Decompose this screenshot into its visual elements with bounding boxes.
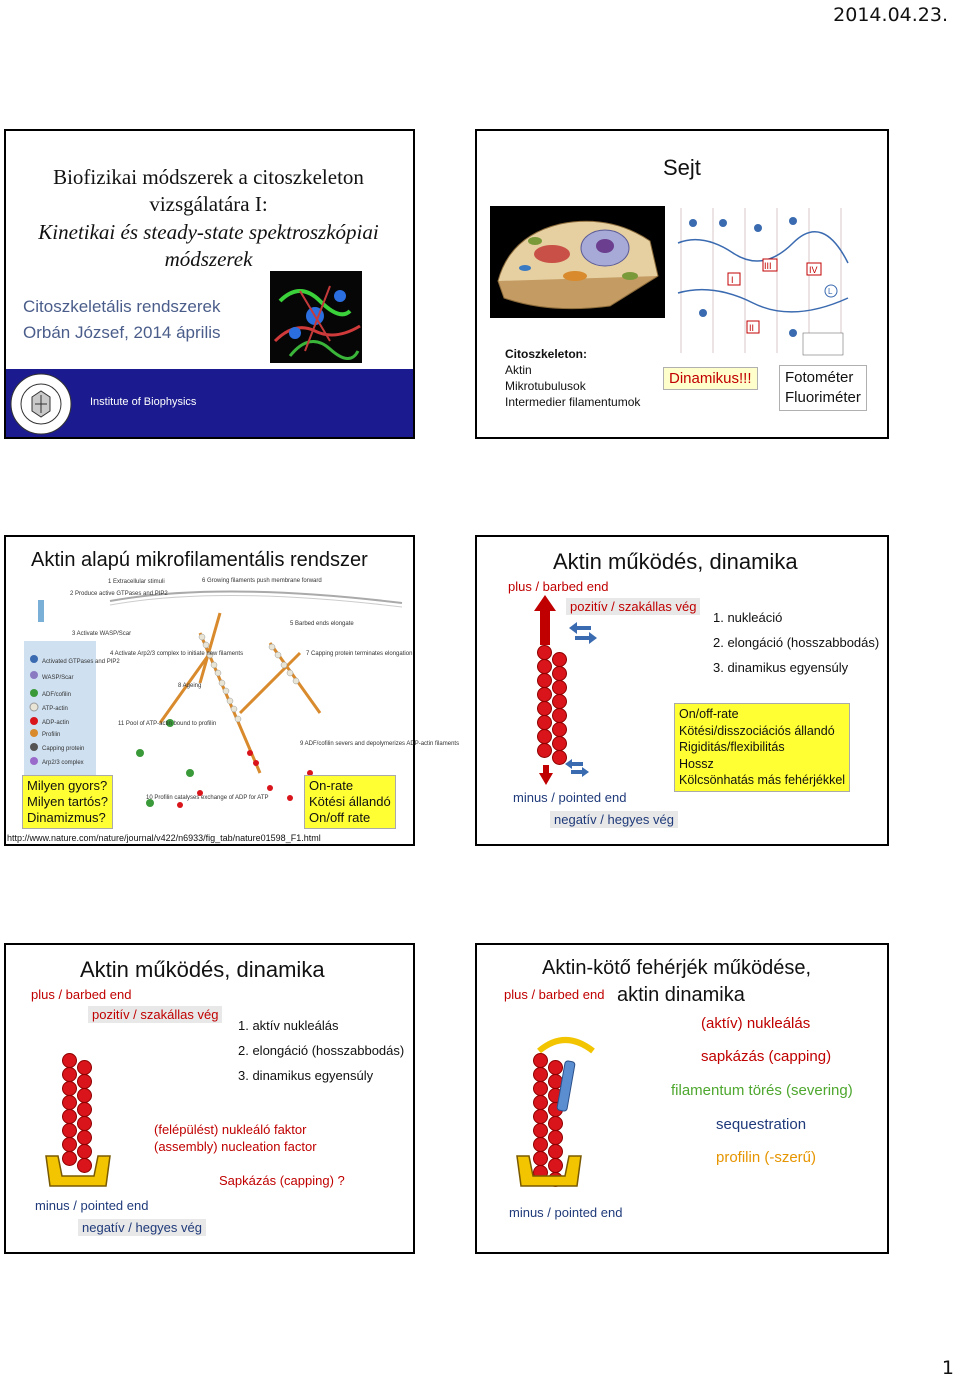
actin-monomer: [77, 1130, 92, 1145]
negative-end-label: negatív / hegyes vég: [550, 811, 678, 828]
question: Dinamizmus?: [27, 810, 106, 825]
step-label: 4 Activate Arp2/3 complex to initiate new filaments: [110, 651, 244, 657]
step-label: 3 Activate WASP/Scar: [72, 631, 132, 637]
capping-protein-shape: [535, 1035, 597, 1113]
legend-item: ATP-actin: [42, 706, 68, 712]
title-line-2: vizsgálatára I:: [149, 192, 268, 216]
actin-monomer: [552, 666, 567, 681]
actin-monomer: [77, 1088, 92, 1103]
legend-item: Profilin: [42, 732, 61, 738]
severing-label: filamentum törés (severing): [671, 1082, 853, 1099]
properties-box: [674, 703, 850, 792]
list-item: 1. aktív nukleálás: [238, 1018, 339, 1033]
step-label: 2 Produce active GTPases and PIP2: [70, 591, 168, 597]
negative-end-label: negatív / hegyes vég: [78, 1219, 206, 1236]
actin-monomer: [62, 1123, 77, 1138]
actin-monomer: [537, 673, 552, 688]
caption-head: Citoszkeleton:: [505, 347, 588, 361]
signaling-pathway-diagram: [673, 203, 851, 363]
actin-monomer: [552, 694, 567, 709]
actin-monomer: [537, 659, 552, 674]
title-line-1: Biofizikai módszerek a citoszkeleton: [53, 165, 364, 189]
methods-box: [779, 365, 867, 411]
slide-actin-binding-proteins: [475, 943, 889, 1254]
title-line-1: Aktin-kötő fehérjék működése,: [542, 957, 812, 979]
minus-end-label: minus / pointed end: [35, 1198, 149, 1213]
actin-monomer: [537, 701, 552, 716]
plus-end-label: plus / barbed end: [31, 987, 132, 1002]
up-arrow-icon: [534, 595, 556, 645]
actin-monomer: [552, 652, 567, 667]
actin-monomer: [62, 1137, 77, 1152]
minus-end-label: minus / pointed end: [513, 790, 627, 805]
method-item: Fluoriméter: [785, 389, 861, 406]
caption-item: Aktin: [505, 363, 532, 377]
actin-monomer: [533, 1123, 548, 1138]
slide-title: Aktin működés, dinamika: [553, 549, 798, 574]
list-item: 2. elongáció (hosszabbodás): [238, 1043, 405, 1058]
subtitle-line-2: módszerek: [164, 247, 253, 271]
title-line-2: aktin dinamika: [617, 984, 745, 1006]
list-item: 1. nukleáció: [713, 610, 783, 625]
plus-end-label: plus / barbed end: [508, 579, 609, 594]
exchange-arrows-icon: [565, 759, 589, 777]
actin-monomer: [77, 1060, 92, 1075]
nucleation-label: (aktív) nukleálás: [701, 1015, 811, 1032]
slide-title: [4, 129, 415, 439]
actin-monomer: [552, 680, 567, 695]
exchange-arrows-icon: [569, 622, 597, 644]
property-item: Rigiditás/flexibilitás: [679, 740, 785, 754]
pathway-label: III: [764, 261, 772, 271]
property-item: Hossz: [679, 756, 714, 771]
capping-question: Sapkázás (capping) ?: [219, 1173, 345, 1188]
caption-item: Mikrotubulusok: [505, 379, 586, 393]
property-item: On/off-rate: [679, 707, 739, 721]
rates-box: [304, 775, 396, 829]
pathway-label: IV: [809, 265, 818, 275]
nucleation-factor-shape: [46, 1156, 110, 1186]
pathway-label: I: [731, 275, 734, 285]
profilin-label: profilin (-szerű): [716, 1149, 817, 1166]
caption-item: Intermedier filamentumok: [505, 395, 641, 409]
question: Milyen gyors?: [27, 778, 108, 793]
step-label: 10 Profilin catalyses exchange of ADP for ATP: [146, 795, 269, 801]
nucleator-line-2: (assembly) nucleation factor: [154, 1139, 317, 1154]
list-item: 3. dinamikus egyensúly: [238, 1068, 374, 1083]
fluorescence-cell-image: [270, 271, 362, 363]
property-item: Kölcsönhatás más fehérjékkel: [679, 773, 846, 787]
actin-monomer: [548, 1116, 563, 1131]
pathway-label: L: [828, 287, 833, 296]
dynamic-label: Dinamikus!!!: [663, 367, 758, 390]
actin-monomer: [62, 1095, 77, 1110]
method-item: Fotométer: [785, 369, 854, 386]
minus-end-label: minus / pointed end: [509, 1205, 623, 1220]
institute-name: Institute of Biophysics: [90, 396, 197, 408]
page-number: 1: [941, 1357, 954, 1379]
actin-monomer: [62, 1109, 77, 1124]
list-item: 3. dinamikus egyensúly: [713, 660, 849, 675]
actin-monomer: [537, 729, 552, 744]
actin-monomer: [77, 1116, 92, 1131]
nucleation-factor-shape: [517, 1156, 581, 1186]
actin-monomer: [552, 708, 567, 723]
cell-illustration: [490, 206, 665, 318]
actin-monomer: [62, 1081, 77, 1096]
actin-monomer: [537, 743, 552, 758]
property-item: Kötési/disszociációs állandó: [679, 723, 835, 738]
step-label: 1 Extracellular stimuli: [108, 579, 165, 585]
sequestration-label: sequestration: [716, 1116, 807, 1133]
slide-title: Aktin működés, dinamika: [80, 957, 325, 982]
legend-item: Arp2/3 complex: [42, 760, 84, 766]
rate-item: On-rate: [309, 778, 354, 793]
actin-monomer: [77, 1074, 92, 1089]
legend-item: ADF/cofilin: [42, 692, 72, 698]
pathway-label: II: [749, 323, 755, 333]
actin-monomer: [552, 722, 567, 737]
step-label: 8 Ageing: [178, 683, 202, 689]
rate-item: On/off rate: [309, 810, 371, 825]
capping-label: sapkázás (capping): [701, 1048, 832, 1065]
step-label: 6 Growing filaments push membrane forward: [202, 578, 322, 584]
slide-cell: [475, 129, 889, 439]
question: Milyen tartós?: [27, 794, 108, 809]
step-label: 9 ADF/cofilin severs and depolymerizes ADP-actin filaments: [300, 741, 460, 747]
legend-item: Capping protein: [42, 746, 85, 752]
legend-item: ADP-actin: [42, 720, 70, 726]
actin-monomer: [62, 1067, 77, 1082]
legend-item: Activated GTPases and PIP2: [42, 659, 120, 665]
slide-actin-nucleation: [4, 943, 415, 1254]
course-line: Citoszkeletális rendszerek: [23, 297, 221, 316]
slide-title: Aktin alapú mikrofilamentális rendszer: [31, 549, 368, 571]
nucleator-line-1: (felépülést) nukleáló faktor: [154, 1122, 307, 1137]
actin-monomer: [537, 715, 552, 730]
questions-box: [22, 775, 113, 829]
slide-title: Sejt: [663, 155, 701, 180]
step-label: 5 Barbed ends elongate: [290, 621, 354, 627]
university-seal-icon: [10, 373, 72, 435]
list-item: 2. elongáció (hosszabbodás): [713, 635, 880, 650]
positive-end-label: pozitív / szakállas vég: [88, 1006, 222, 1023]
actin-monomer: [533, 1137, 548, 1152]
step-label: 11 Pool of ATP-actin bound to profilin: [118, 721, 217, 727]
plus-end-label: plus / barbed end: [504, 987, 605, 1002]
positive-end-label: pozitív / szakállas vég: [566, 598, 700, 615]
down-arrow-icon: [539, 765, 553, 785]
slide-microfilament: [4, 535, 460, 846]
legend-item: WASP/Scar: [42, 675, 74, 681]
slide-actin-dynamics: [475, 535, 889, 846]
author-line: Orbán József, 2014 április: [23, 323, 221, 342]
actin-monomer: [548, 1130, 563, 1145]
rate-item: Kötési állandó: [309, 794, 391, 809]
page-date: 2014.04.23.: [833, 4, 948, 26]
step-label: 7 Capping protein terminates elongation: [306, 651, 413, 657]
actin-monomer: [537, 645, 552, 660]
subtitle-line-1: Kinetikai és steady-state spektroszkópiai: [38, 220, 379, 244]
actin-monomer: [537, 687, 552, 702]
actin-monomer: [77, 1102, 92, 1117]
source-url[interactable]: http://www.nature.com/nature/journal/v422/n6933/fig_tab/nature01598_F1.html: [7, 833, 321, 843]
actin-monomer: [62, 1053, 77, 1068]
actin-monomer: [552, 736, 567, 751]
